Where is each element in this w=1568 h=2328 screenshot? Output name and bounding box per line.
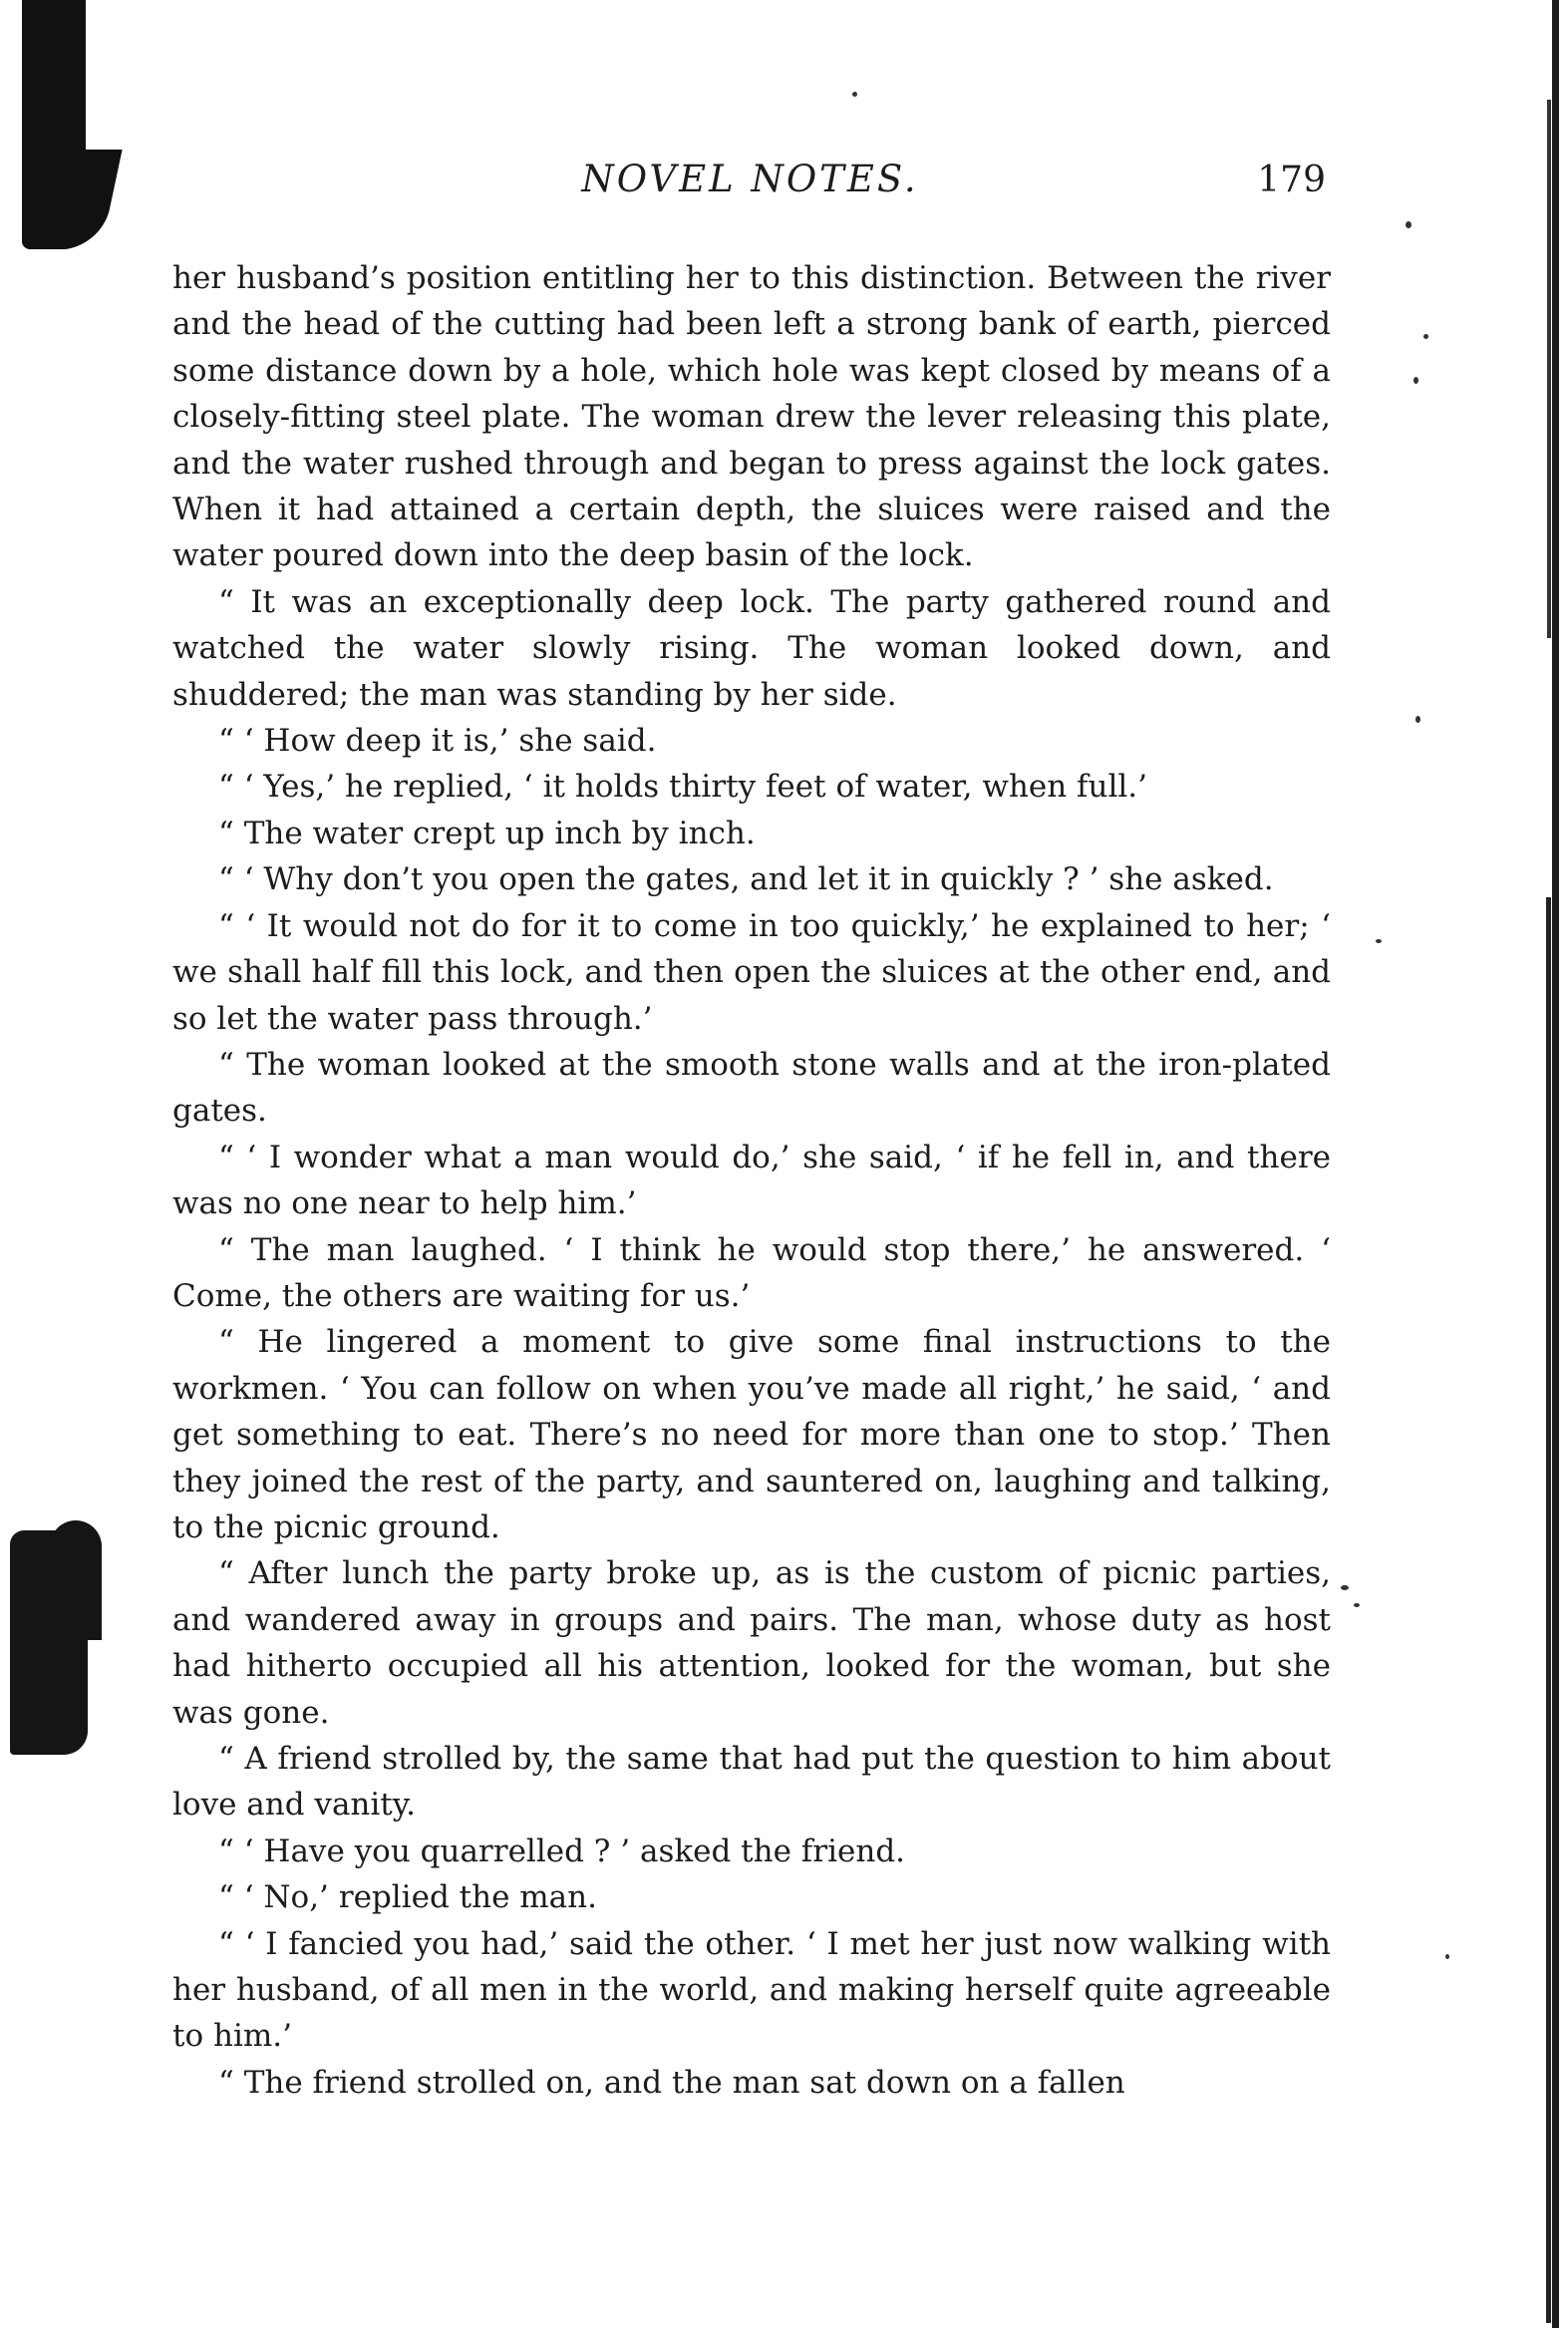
body-text (172, 255, 1331, 2106)
binding-shadow-top (22, 0, 86, 249)
dust-speck (852, 92, 857, 97)
dust-speck (1413, 377, 1418, 384)
running-head (169, 158, 1331, 213)
dust-speck (1406, 221, 1411, 228)
dust-speck (1341, 1585, 1349, 1590)
paragraph: “ It was an exceptionally deep lock. The party gathered round and watched the water slowly rising. The woman looked down, and shuddered; the man was standing by her side. (172, 583, 1331, 713)
binding-shadow-middle (10, 1530, 88, 1755)
paragraph: “ ‘ How deep it is,’ she said. (218, 723, 657, 760)
paragraph: her husband’s position entitling her to this distinction. Between the river and the head of the cutting had been left a strong bank of earth, pierced some distance down by a hole, which hole was kept closed by means of a closely-fitting steel plate. The woman drew the lever releasing this plate, and the water rushed through and began to press against the lock gates. When it had attained a certain depth, the sluices were raised and the water poured down into the deep basin of the lock. (172, 260, 1331, 574)
dust-speck (1415, 716, 1420, 723)
paragraph: “ He lingered a moment to give some final instructions to the workmen. ‘ You can follow on when you’ve made all right,’ he said, ‘ and get something to eat. There’s no need for more than one to stop.’ Then they joined the rest of the party, and sauntered on, laughing and talking, to the picnic ground. (172, 1324, 1331, 1545)
paragraph: “ ‘ Have you quarrelled ? ’ asked the friend. (218, 1832, 906, 1869)
paragraph: “ The man laughed. ‘ I think he would stop there,’ he answered. ‘ Come, the others are waiting for us.’ (172, 1231, 1331, 1314)
paragraph: “ ‘ No,’ replied the man. (218, 1879, 597, 1916)
page-number: 179 (1257, 160, 1326, 200)
paragraph: “ ‘ It would not do for it to come in too quickly,’ he explained to her; ‘ we shall half fill this lock, and then open the sluices at the other end, and so let the water pass through.’ (172, 907, 1331, 1037)
page-edge-right (1552, 0, 1559, 2328)
dust-speck (1423, 334, 1428, 339)
paragraph: “ ‘ Why don’t you open the gates, and let it in quickly ? ’ she asked. (218, 861, 1274, 898)
paragraph: “ The water crept up inch by inch. (218, 815, 756, 851)
dust-speck (1445, 1954, 1449, 1959)
dust-speck (1376, 939, 1382, 943)
paragraph: “ ‘ Yes,’ he replied, ‘ it holds thirty feet of water, when full.’ (218, 769, 1148, 806)
paragraph: “ A friend strolled by, the same that had put the question to him about love and vanity. (172, 1741, 1331, 1824)
dust-speck (1354, 1603, 1360, 1607)
paragraph: “ The woman looked at the smooth stone walls and at the iron-plated gates. (172, 1046, 1331, 1130)
paragraph: “ ‘ I fancied you had,’ said the other. ‘ I met her just now walking with her husband, of all men in the world, and making herself quite agreeable to him.’ (172, 1925, 1331, 2055)
paragraph: “ After lunch the party broke up, as is the custom of picnic parties, and wandered away in groups and pairs. The man, whose duty as host had hitherto occupied all his attention, looked for the woman, but she was gone. (172, 1555, 1331, 1731)
running-title: NOVEL NOTES. (581, 158, 919, 200)
paragraph: “ The friend strolled on, and the man sat down on a fallen (218, 2064, 1125, 2101)
paragraph: “ ‘ I wonder what a man would do,’ she said, ‘ if he fell in, and there was no one near to help him.’ (172, 1139, 1331, 1222)
